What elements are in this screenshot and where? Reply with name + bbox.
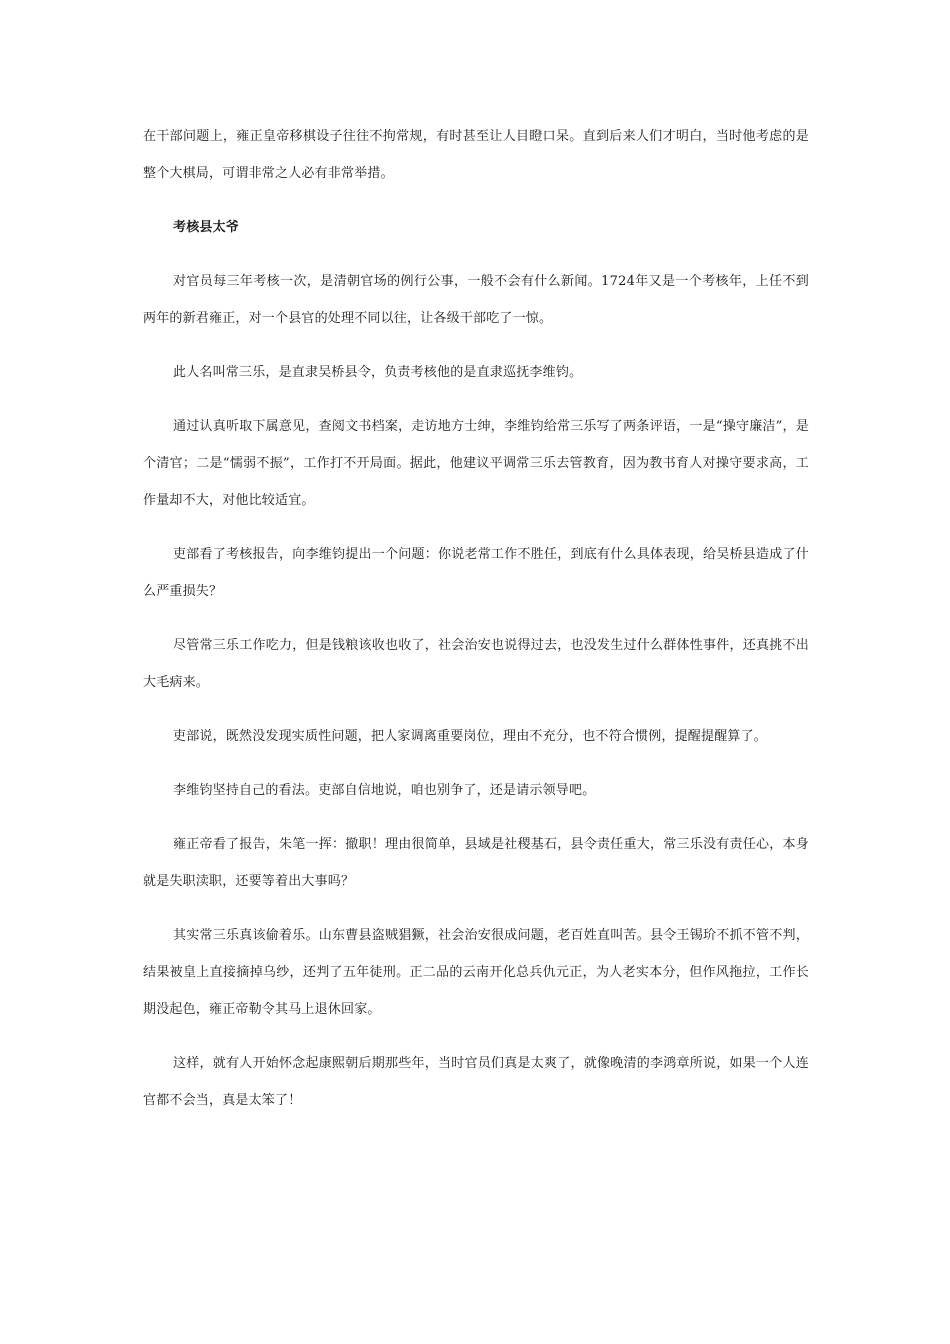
paragraph: 其实常三乐真该偷着乐。山东曹县盗贼猖獗，社会治安很成问题，老百姓直叫苦。县令王锡玠不抓不管不判，结果被皇上直接摘掉乌纱，还判了五年徒刑。正二品的云南开化总兵仇元正，为人老实本分，但作风拖拉，工作长期没起色，雍正帝勒令其马上退休回家。: [143, 928, 809, 1017]
paragraph: 吏部说，既然没发现实质性问题，把人家调离重要岗位，理由不充分，也不符合惯例，提醒提醒算了。: [173, 729, 768, 744]
paragraph: 吏部看了考核报告，向李维钧提出一个问题：你说老常工作不胜任，到底有什么具体表现，给吴桥县造成了什么严重损失？: [143, 547, 809, 599]
paragraph: 尽管常三乐工作吃力，但是钱粮该收也收了，社会治安也说得过去，也没发生过什么群体性事件，还真挑不出大毛病来。: [143, 638, 809, 690]
document-body: [143, 118, 809, 1136]
paragraph: 李维钧坚持自己的看法。吏部自信地说，咱也别争了，还是请示领导吧。: [173, 783, 596, 798]
paragraph: 通过认真听取下属意见，查阅文书档案，走访地方士绅，李维钧给常三乐写了两条评语，一是“操守廉洁”，是个清官；二是“懦弱不振”，工作打不开局面。据此，他建议平调常三乐去管教育，因为教书育人对操守要求高，工作量却不大，对他比较适宜。: [143, 419, 809, 508]
paragraph: 雍正帝看了报告，朱笔一挥：撤职！理由很简单，县域是社稷基石，县令责任重大，常三乐没有责任心，本身就是失职渎职，还要等着出大事吗？: [143, 837, 809, 889]
paragraph: 这样，就有人开始怀念起康熙朝后期那些年，当时官员们真是太爽了，就像晚清的李鸿章所说，如果一个人连官都不会当，真是太笨了！: [143, 1056, 809, 1108]
paragraph: 对官员每三年考核一次，是清朝官场的例行公事，一般不会有什么新闻。1724年又是一个考核年，上任不到两年的新君雍正，对一个县官的处理不同以往，让各级干部吃了一惊。: [143, 274, 809, 326]
intro-paragraph: 在干部问题上，雍正皇帝移棋设子往往不拘常规，有时甚至让人目瞪口呆。直到后来人们才明白，当时他考虑的是整个大棋局，可谓非常之人必有非常举措。: [143, 129, 809, 181]
section-heading: 考核县太爷: [173, 220, 240, 235]
paragraph: 此人名叫常三乐，是直隶吴桥县令，负责考核他的是直隶巡抚李维钧。: [173, 365, 583, 380]
